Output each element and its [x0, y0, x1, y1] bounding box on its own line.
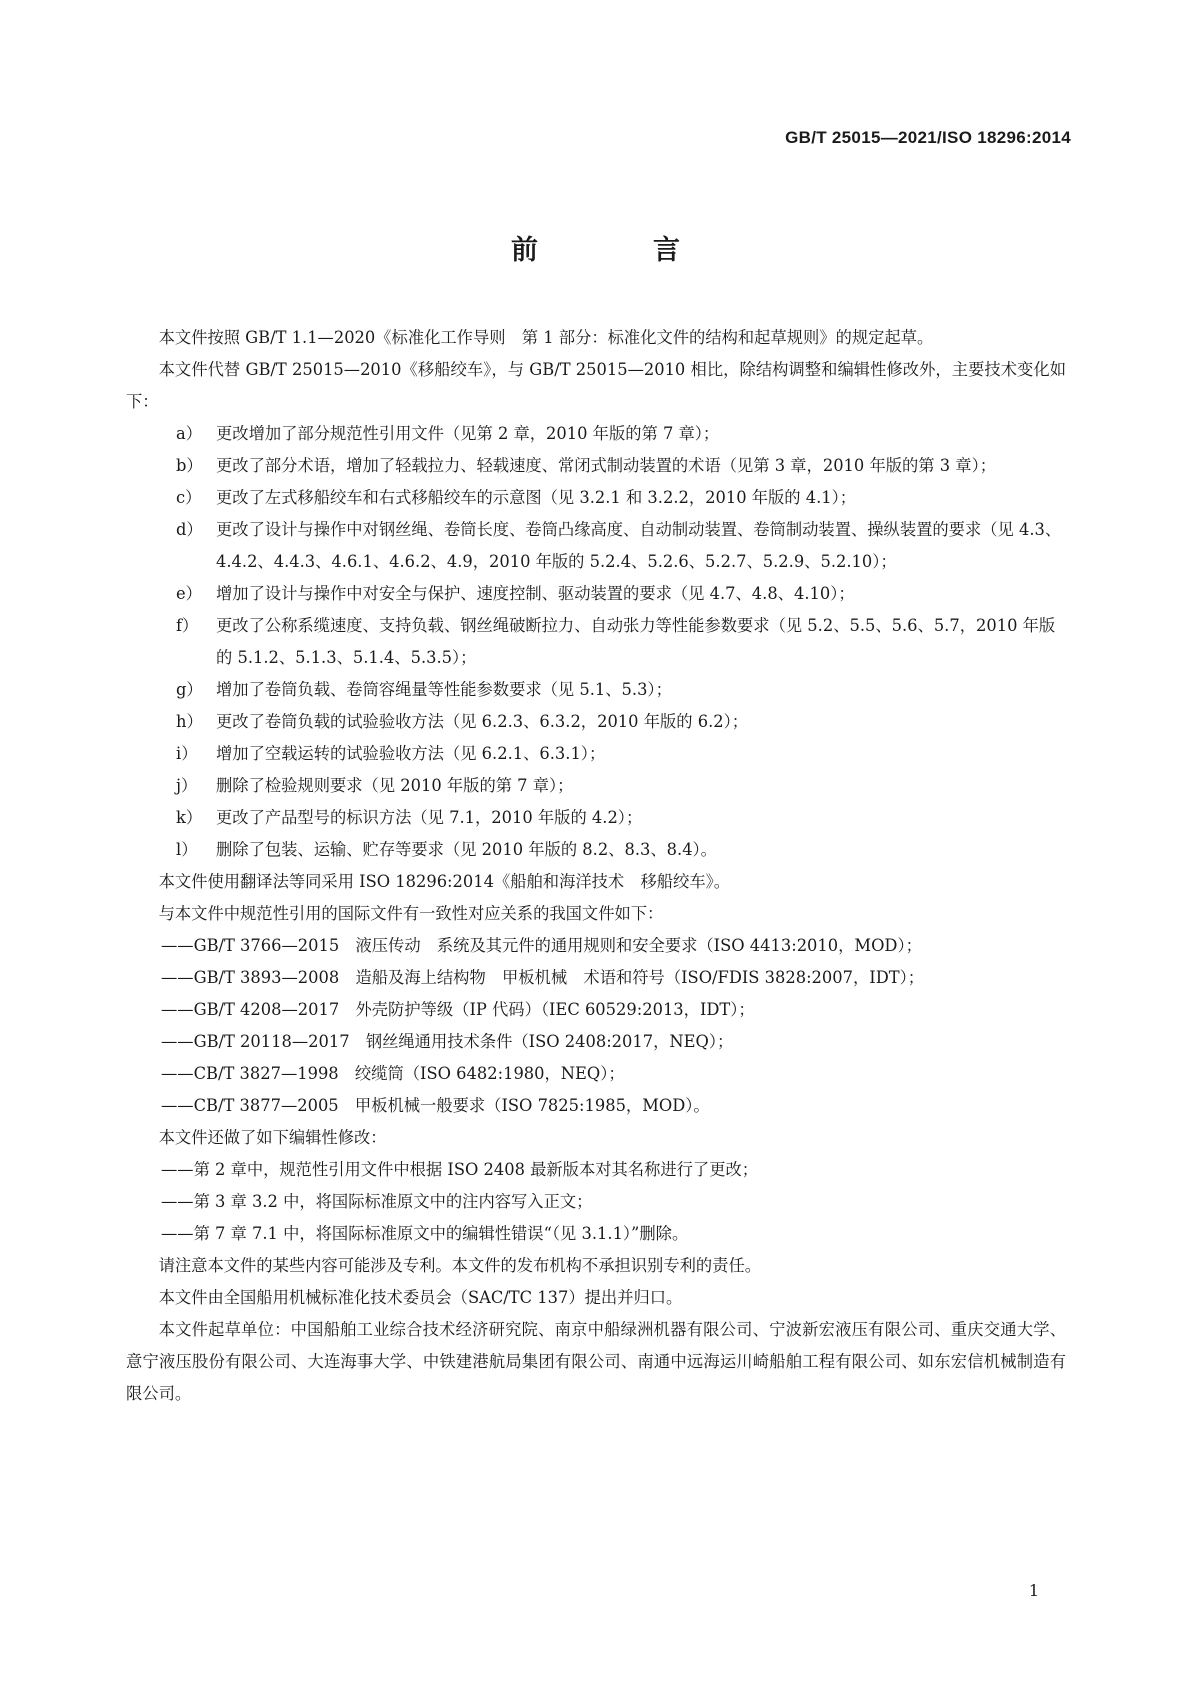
- list-text: 更改了设计与操作中对钢丝绳、卷筒长度、卷筒凸缘高度、自动制动装置、卷筒制动装置、操纵装置的要求（见 4.3、4.4.2、4.4.3、4.6.1、4.6.2、4.9，2010 年版的 5.2.4、5.2.6、5.2.7、5.2.9、5.2.10）；: [216, 520, 1062, 571]
- list-marker: b）: [176, 456, 203, 475]
- list-text: 更改了公称系缆速度、支持负载、钢丝绳破断拉力、自动张力等性能参数要求（见 5.2、5.5、5.6、5.7，2010 年版的 5.1.2、5.1.3、5.1.4、5.3.5）；: [216, 616, 1056, 667]
- reference-item: ——GB/T 3766—2015 液压传动 系统及其元件的通用规则和安全要求（ISO 4413:2010，MOD）；: [161, 936, 922, 955]
- references-list: [126, 930, 1066, 1122]
- list-marker: k）: [176, 808, 203, 827]
- list-text: 更改了卷筒负载的试验验收方法（见 6.2.3、6.3.2，2010 年版的 6.2）；: [216, 712, 749, 731]
- list-marker: c）: [176, 488, 202, 507]
- list-marker: g）: [176, 680, 203, 699]
- list-item: [126, 770, 1066, 802]
- list-text: 增加了卷筒负载、卷筒容绳量等性能参数要求（见 5.1、5.3）；: [216, 680, 672, 699]
- list-marker: d）: [176, 520, 203, 539]
- list-marker: l）: [176, 840, 198, 859]
- edit-item: ——第 2 章中，规范性引用文件中根据 ISO 2408 最新版本对其名称进行了更改；: [161, 1160, 759, 1179]
- reference-item: ——CB/T 3827—1998 绞缆筒（ISO 6482:1980，NEQ）；: [161, 1064, 625, 1083]
- list-marker: i）: [176, 744, 198, 763]
- paragraph-replacement: 本文件代替 GB/T 25015—2010《移船绞车》，与 GB/T 25015—2010 相比，除结构调整和编辑性修改外，主要技术变化如下：: [126, 360, 1066, 411]
- list-text: 更改了左式移船绞车和右式移船绞车的示意图（见 3.2.1 和 3.2.2，2010 年版的 4.1）；: [216, 488, 857, 507]
- list-marker: a）: [176, 424, 202, 443]
- list-item: [126, 514, 1066, 578]
- list-item: [126, 738, 1066, 770]
- list-item: [126, 418, 1066, 450]
- reference-item: ——CB/T 3877—2005 甲板机械一般要求（ISO 7825:1985，MOD）。: [161, 1096, 710, 1115]
- edit-item: ——第 7 章 7.1 中，将国际标准原文中的编辑性错误“（见 3.1.1）”删除。: [161, 1224, 689, 1243]
- reference-item: ——GB/T 3893—2008 造船及海上结构物 甲板机械 术语和符号（ISO/FDIS 3828:2007，IDT）；: [161, 968, 925, 987]
- list-marker: e）: [176, 584, 202, 603]
- list-text: 更改增加了部分规范性引用文件（见第 2 章，2010 年版的第 7 章）；: [216, 424, 720, 443]
- edit-item: ——第 3 章 3.2 中，将国际标准原文中的注内容写入正文；: [161, 1192, 593, 1211]
- list-text: 增加了空载运转的试验验收方法（见 6.2.1、6.3.1）；: [216, 744, 606, 763]
- reference-item: ——GB/T 20118—2017 钢丝绳通用技术条件（ISO 2408:2017，NEQ）；: [161, 1032, 734, 1051]
- paragraph-adoption: 本文件使用翻译法等同采用 ISO 18296:2014《船舶和海洋技术 移船绞车》。: [158, 872, 731, 891]
- list-item: [126, 802, 1066, 834]
- paragraph-references-intro: 与本文件中规范性引用的国际文件有一致性对应关系的我国文件如下：: [158, 904, 664, 923]
- list-text: 增加了设计与操作中对安全与保护、速度控制、驱动装置的要求（见 4.7、4.8、4.10）；: [216, 584, 855, 603]
- list-item: [126, 706, 1066, 738]
- paragraph-drafting-units: 本文件起草单位：中国船舶工业综合技术经济研究院、南京中船绿洲机器有限公司、宁波新宏液压有限公司、重庆交通大学、意宁液压股份有限公司、大连海事大学、中铁建港航局集团有限公司、南通中远海运川崎船舶工程有限公司、如东宏信机械制造有限公司。: [126, 1320, 1066, 1403]
- list-item: [126, 482, 1066, 514]
- list-text: 更改了产品型号的标识方法（见 7.1，2010 年版的 4.2）；: [216, 808, 643, 827]
- list-text: 删除了检验规则要求（见 2010 年版的第 7 章）；: [216, 776, 574, 795]
- list-marker: j）: [176, 776, 198, 795]
- list-item: [126, 674, 1066, 706]
- list-item: [126, 578, 1066, 610]
- paragraph-proposer: 本文件由全国船用机械标准化技术委员会（SAC/TC 137）提出并归口。: [158, 1288, 683, 1307]
- list-item: [126, 450, 1066, 482]
- page-title: 前 言: [511, 235, 724, 266]
- list-text: 删除了包装、运输、贮存等要求（见 2010 年版的 8.2、8.3、8.4）。: [216, 840, 717, 859]
- list-marker: h）: [176, 712, 203, 731]
- reference-item: ——GB/T 4208—2017 外壳防护等级（IP 代码）（IEC 60529:2013，IDT）；: [161, 1000, 755, 1019]
- list-item: [126, 610, 1066, 674]
- document-body: [126, 322, 1066, 1410]
- changes-list: [126, 418, 1066, 866]
- list-marker: f）: [176, 616, 199, 635]
- list-item: [126, 834, 1066, 866]
- edits-list: [126, 1154, 1066, 1250]
- list-text: 更改了部分术语，增加了轻载拉力、轻载速度、常闭式制动装置的术语（见第 3 章，2010 年版的第 3 章）；: [216, 456, 996, 475]
- standard-code: GB/T 25015—2021/ISO 18296:2014: [785, 128, 1071, 147]
- page-number: 1: [1028, 1581, 1039, 1600]
- paragraph-drafting-rules: 本文件按照 GB/T 1.1—2020《标准化工作导则 第 1 部分：标准化文件的结构和起草规则》的规定起草。: [158, 328, 934, 347]
- paragraph-patent-notice: 请注意本文件的某些内容可能涉及专利。本文件的发布机构不承担识别专利的责任。: [158, 1256, 762, 1275]
- paragraph-edits-intro: 本文件还做了如下编辑性修改：: [158, 1128, 387, 1147]
